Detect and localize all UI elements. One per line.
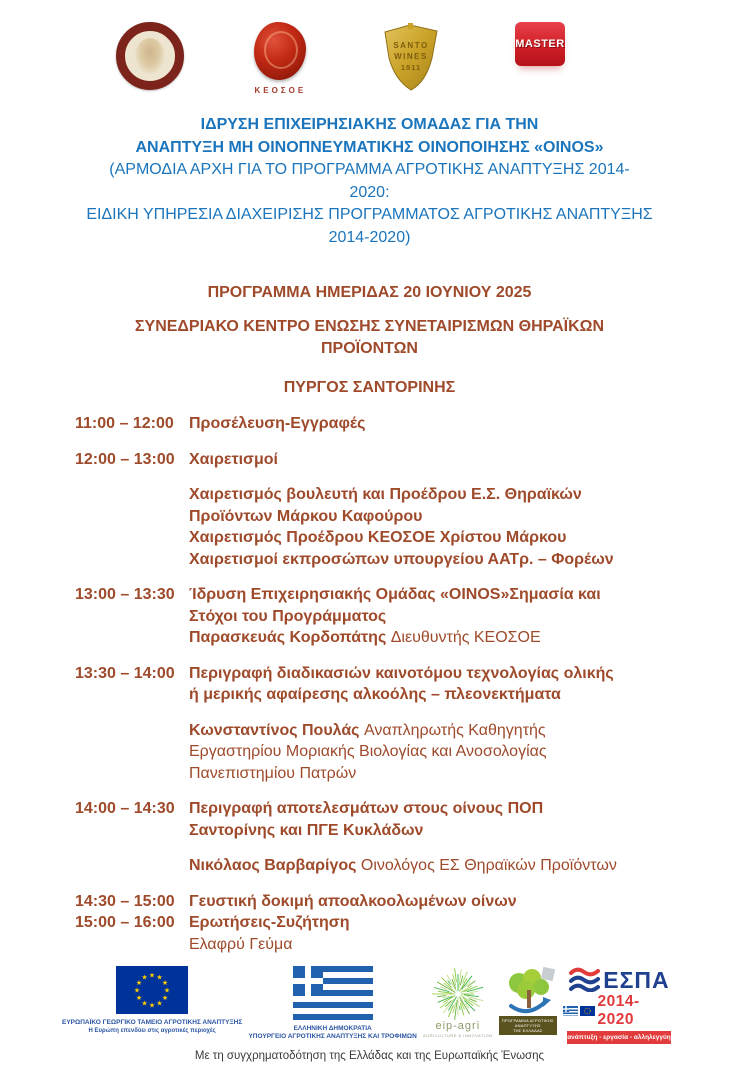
svg-text:★: ★ — [164, 987, 171, 995]
espa-logo — [563, 966, 675, 1044]
schedule-group — [75, 484, 699, 570]
espa-banner: ανάπτυξη - εργασία - αλληλεγγύη — [567, 1031, 671, 1044]
schedule-text: Κωνσταντίνος Πουλάς Αναπληρωτής Καθηγητής Εργαστηρίου Μοριακής Βιολογίας και Ανοσολογίας Πανεπιστημίου Πατρών — [189, 721, 547, 782]
schedule-text: Περιγραφή διαδικασιών καινοτόμου τεχνολογίας ολικής ή μερικής αφαίρεσης αλκοόλης – πλεονεκτήματα — [189, 664, 614, 703]
eu-caption-2: Η Ευρώπη επενδύει στις αγροτικές περιοχές — [88, 1028, 216, 1034]
schedule-row — [75, 449, 699, 471]
schedule-group — [75, 413, 699, 435]
schedule-time: 11:00 – 12:00 — [75, 415, 174, 432]
espa-greek-flag-icon — [563, 1006, 578, 1016]
venue-line-1: ΣΥΝΕΔΡΙΑΚΟ ΚΕΝΤΡΟ ΕΝΩΣΗΣ ΣΥΝΕΤΑΙΡΙΣΜΩΝ ΘΗΡΑΪΚΩΝ — [134, 318, 605, 335]
svg-text:★: ★ — [162, 995, 169, 1003]
schedule-time — [75, 720, 189, 785]
schedule-row — [75, 720, 699, 785]
schedule-row — [75, 413, 699, 435]
title-line-3: (ΑΡΜΟΔΙΑ ΑΡΧΗ ΓΙΑ ΤΟ ΠΡΟΓΡΑΜΜΑ ΑΓΡΟΤΙΚΗΣ ΑΝΑΠΤΥΞΗΣ 2014- — [109, 161, 630, 178]
santo-shield-icon — [377, 22, 445, 94]
location-heading: ΠΥΡΓΟΣ ΣΑΝΤΟΡΙΝΗΣ — [283, 379, 456, 396]
svg-text:★: ★ — [141, 1000, 148, 1008]
title-line-6: 2014-2020) — [328, 228, 411, 246]
keosoe-logo — [254, 22, 306, 95]
schedule-row — [75, 663, 699, 706]
schedule-text: Γευστική δοκιμή αποαλκοολωμένων οίνων — [189, 892, 517, 910]
schedule-time: 14:30 – 15:00 — [75, 892, 175, 910]
schedule-group — [75, 798, 699, 841]
svg-text:★: ★ — [141, 974, 148, 982]
schedule-group — [75, 584, 699, 649]
title-line-4: 2020: — [349, 183, 390, 201]
paa-band — [499, 1016, 557, 1035]
svg-text:★: ★ — [149, 972, 156, 980]
footer — [0, 966, 739, 1062]
espa-mid — [563, 993, 675, 1029]
schedule-time: 14:00 – 14:30 — [75, 800, 175, 817]
svg-text:★: ★ — [134, 987, 141, 995]
program-heading: ΠΡΟΓΡΑΜΜΑ ΗΜΕΡΙΔΑΣ 20 ΙΟΥΝΙΟΥ 2025 — [207, 284, 532, 301]
schedule-text: Νικόλαος Βαρβαρίγος Οινολόγος ΕΣ Θηραϊκών Προϊόντων — [189, 857, 617, 874]
document-title — [0, 114, 739, 249]
eu-caption-1: ΕΥΡΩΠΑΪΚΟ ΓΕΩΡΓΙΚΟ ΤΑΜΕΙΟ ΑΓΡΟΤΙΚΗΣ ΑΝΑΠΤΥΞΗΣ — [62, 1019, 243, 1026]
master-badge-icon — [515, 22, 565, 66]
schedule-row — [75, 855, 699, 877]
eip-agri-subtitle: AGRICULTURE & INNOVATION — [423, 1033, 493, 1038]
footer-logos — [0, 966, 739, 1044]
svg-text:★: ★ — [162, 980, 169, 988]
wax-seal-icon — [254, 22, 306, 80]
master-logo — [515, 22, 565, 66]
paa-line-2: ΤΗΣ ΕΛΛΑΔΑΣ — [512, 1028, 543, 1033]
schedule-time: 12:00 – 13:00 — [75, 450, 175, 468]
eu-flag-icon — [116, 966, 188, 1014]
svg-text:★: ★ — [149, 1002, 156, 1010]
svg-text:★: ★ — [156, 1000, 163, 1008]
gr-caption-1: ΕΛΛΗΝΙΚΗ ΔΗΜΟΚΡΑΤΙΑ — [293, 1025, 372, 1032]
cooperative-seal-icon — [116, 22, 184, 90]
eip-starburst-icon — [430, 966, 486, 1022]
schedule — [0, 413, 739, 955]
schedule-text: Προσέλευση-Εγγραφές — [189, 415, 366, 432]
schedule-time: 13:30 – 14:00 — [75, 664, 175, 682]
title-line-2: ΑΝΑΠΤΥΞΗ ΜΗ ΟΙΝΟΠΝΕΥΜΑΤΙΚΗΣ ΟΙΝΟΠΟΙΗΣΗΣ «OINOS» — [135, 138, 604, 156]
eu-flag-logo — [62, 966, 242, 1035]
title-line-5: ΕΙΔΙΚΗ ΥΠΗΡΕΣΙΑ ΔΙΑΧΕΙΡΙΣΗΣ ΠΡΟΓΡΑΜΜΑΤΟΣ ΑΓΡΟΤΙΚΗΣ ΑΝΑΠΤΥΞΗΣ — [86, 206, 653, 223]
svg-text:★: ★ — [156, 974, 163, 982]
schedule-row — [75, 584, 699, 649]
espa-years: 2014-2020 — [597, 993, 640, 1028]
venue-heading — [0, 316, 739, 360]
santo-text-3: 1911 — [400, 63, 421, 72]
schedule-text: Ίδρυση Επιχειρησιακής Ομάδας «OINOS»Σημασία και Στόχοι του Προγράμματος Παρασκευάς Κορδοπάτης Διευθυντής ΚΕΟΣΟΕ — [189, 586, 601, 646]
schedule-time — [75, 484, 189, 570]
santo-text-2: WINES — [393, 52, 428, 61]
schedule-row — [75, 912, 699, 955]
espa-top — [568, 966, 669, 992]
rural-development-programme-logo — [499, 966, 557, 1035]
schedule-time — [75, 855, 189, 877]
keosoe-label: ΚΕΟΣΟΕ — [254, 86, 307, 95]
venue-line-2: ΠΡΟΪΟΝΤΩΝ — [321, 340, 418, 357]
espa-eu-flag-icon — [580, 1006, 595, 1016]
svg-text:★: ★ — [136, 995, 143, 1003]
eip-agri-label: eip-agri — [435, 1020, 481, 1032]
cofinance-caption: Με τη συγχρηματοδότηση της Ελλάδας και της Ευρωπαϊκής Ένωσης — [194, 1050, 545, 1062]
schedule-group — [75, 449, 699, 471]
espa-waves-icon — [568, 966, 600, 992]
header-logos — [0, 0, 739, 100]
santo-text-1: SANTO — [392, 41, 429, 50]
schedule-row — [75, 798, 699, 841]
schedule-group — [75, 891, 699, 956]
hellenic-republic-logo — [248, 966, 416, 1041]
schedule-text: Χαιρετισμός βουλευτή και Προέδρου Ε.Σ. Θηραϊκών Προϊόντων Μάρκου Καφούρου Χαιρετισμός Προέδρου ΚΕΟΣΟΕ Χρίστου Μάρκου Χαιρετισμοί εκπροσώπων υπουργείου ΑΑΤρ. – Φορέων — [189, 486, 614, 568]
seal-ring-icon — [116, 22, 184, 90]
schedule-group — [75, 663, 699, 706]
schedule-group — [75, 855, 699, 877]
schedule-row — [75, 484, 699, 570]
svg-text:★: ★ — [136, 980, 143, 988]
schedule-text: Χαιρετισμοί — [189, 450, 278, 468]
paa-tree-icon — [499, 966, 557, 1016]
schedule-text: Ερωτήσεις-Συζήτηση Ελαφρύ Γεύμα — [189, 914, 350, 953]
greek-flag-icon — [293, 966, 373, 1020]
schedule-time: 15:00 – 16:00 — [75, 914, 175, 931]
eip-agri-logo — [423, 966, 493, 1038]
paa-line-1: ΠΡΟΓΡΑΜΜΑ ΑΓΡΟΤΙΚΗΣ ΑΝΑΠΤΥΞΗΣ — [501, 1018, 554, 1028]
espa-title: ΕΣΠΑ — [603, 967, 670, 993]
title-line-1: ΙΔΡΥΣΗ ΕΠΙΧΕΙΡΗΣΙΑΚΗΣ ΟΜΑΔΑΣ ΓΙΑ ΤΗΝ — [200, 116, 539, 133]
schedule-text: Περιγραφή αποτελεσμάτων στους οίνους ΠΟΠ Σαντορίνης και ΠΓΕ Κυκλάδων — [189, 800, 544, 839]
schedule-time: 13:00 – 13:30 — [75, 586, 175, 603]
santo-wines-badge — [377, 22, 445, 94]
schedule-row — [75, 891, 699, 913]
gr-caption-2: ΥΠΟΥΡΓΕΙΟ ΑΓΡΟΤΙΚΗΣ ΑΝΑΠΤΥΞΗΣ ΚΑΙ ΤΡΟΦΙΜΩΝ — [248, 1033, 417, 1040]
master-label: MASTER — [515, 38, 565, 50]
schedule-group — [75, 720, 699, 785]
